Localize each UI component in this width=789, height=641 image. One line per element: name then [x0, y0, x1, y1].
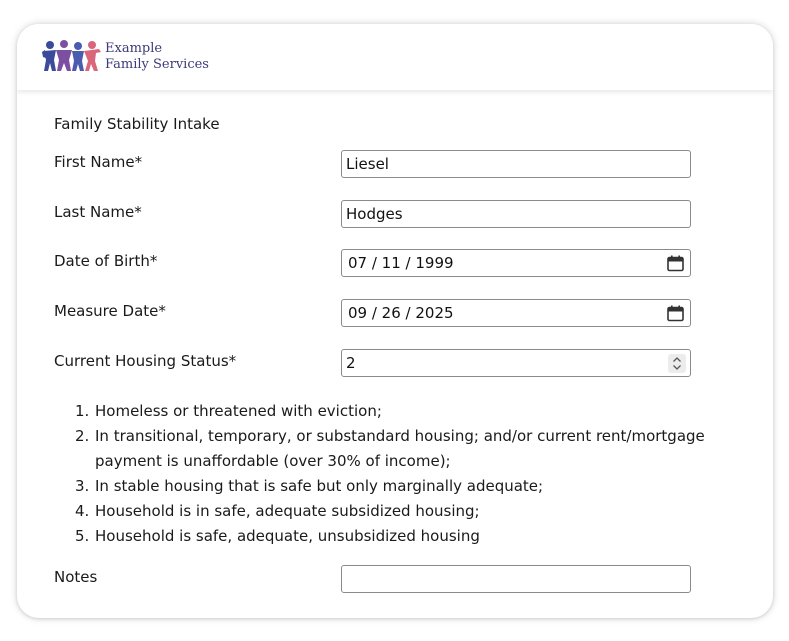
option-text: Homeless or threatened with eviction;	[95, 402, 382, 420]
option-number: 5.	[75, 527, 90, 545]
last-name-value: Hodges	[346, 205, 403, 223]
first-name-input[interactable]	[341, 150, 691, 178]
list-item	[75, 524, 765, 549]
calendar-icon[interactable]	[667, 255, 684, 272]
notes-label: Notes	[54, 568, 98, 586]
brand-line-2: Family Services	[105, 57, 209, 72]
dob-value: 07 / 11 / 1999	[348, 254, 454, 272]
first-name-label: First Name*	[54, 153, 143, 171]
family-logo-icon	[42, 38, 102, 74]
dob-label: Date of Birth*	[54, 252, 158, 270]
brand-line-1: Example	[105, 41, 163, 56]
housing-status-label: Current Housing Status*	[54, 352, 237, 370]
option-text: In stable housing that is safe but only marginally adequate;	[95, 477, 544, 495]
intake-card	[17, 24, 773, 618]
option-number: 4.	[75, 502, 90, 520]
last-name-label: Last Name*	[54, 203, 142, 221]
list-item	[75, 474, 765, 499]
first-name-value: Liesel	[346, 155, 389, 173]
spinner-icon[interactable]	[668, 354, 686, 373]
housing-status-options	[75, 399, 765, 549]
option-text: In transitional, temporary, or substandard housing; and/or current rent/mortgage payment is unaffordable (over 30% of income);	[95, 427, 705, 470]
form-title: Family Stability Intake	[54, 115, 220, 133]
list-item	[75, 424, 765, 474]
measure-date-value: 09 / 26 / 2025	[348, 304, 454, 322]
list-item	[75, 499, 765, 524]
dob-input[interactable]	[341, 249, 691, 277]
option-text: Household is in safe, adequate subsidized housing;	[95, 502, 480, 520]
list-item	[75, 399, 765, 424]
option-number: 3.	[75, 477, 90, 495]
measure-date-input[interactable]	[341, 299, 691, 327]
housing-status-input[interactable]	[341, 349, 691, 377]
page-header	[17, 24, 773, 90]
calendar-icon[interactable]	[667, 305, 684, 322]
option-number: 2.	[75, 427, 90, 445]
notes-input[interactable]	[341, 565, 691, 593]
housing-status-value: 2	[346, 354, 356, 372]
measure-date-label: Measure Date*	[54, 302, 166, 320]
last-name-input[interactable]	[341, 200, 691, 228]
brand-name	[105, 41, 209, 73]
option-text: Household is safe, adequate, unsubsidized housing	[95, 527, 480, 545]
option-number: 1.	[75, 402, 90, 420]
